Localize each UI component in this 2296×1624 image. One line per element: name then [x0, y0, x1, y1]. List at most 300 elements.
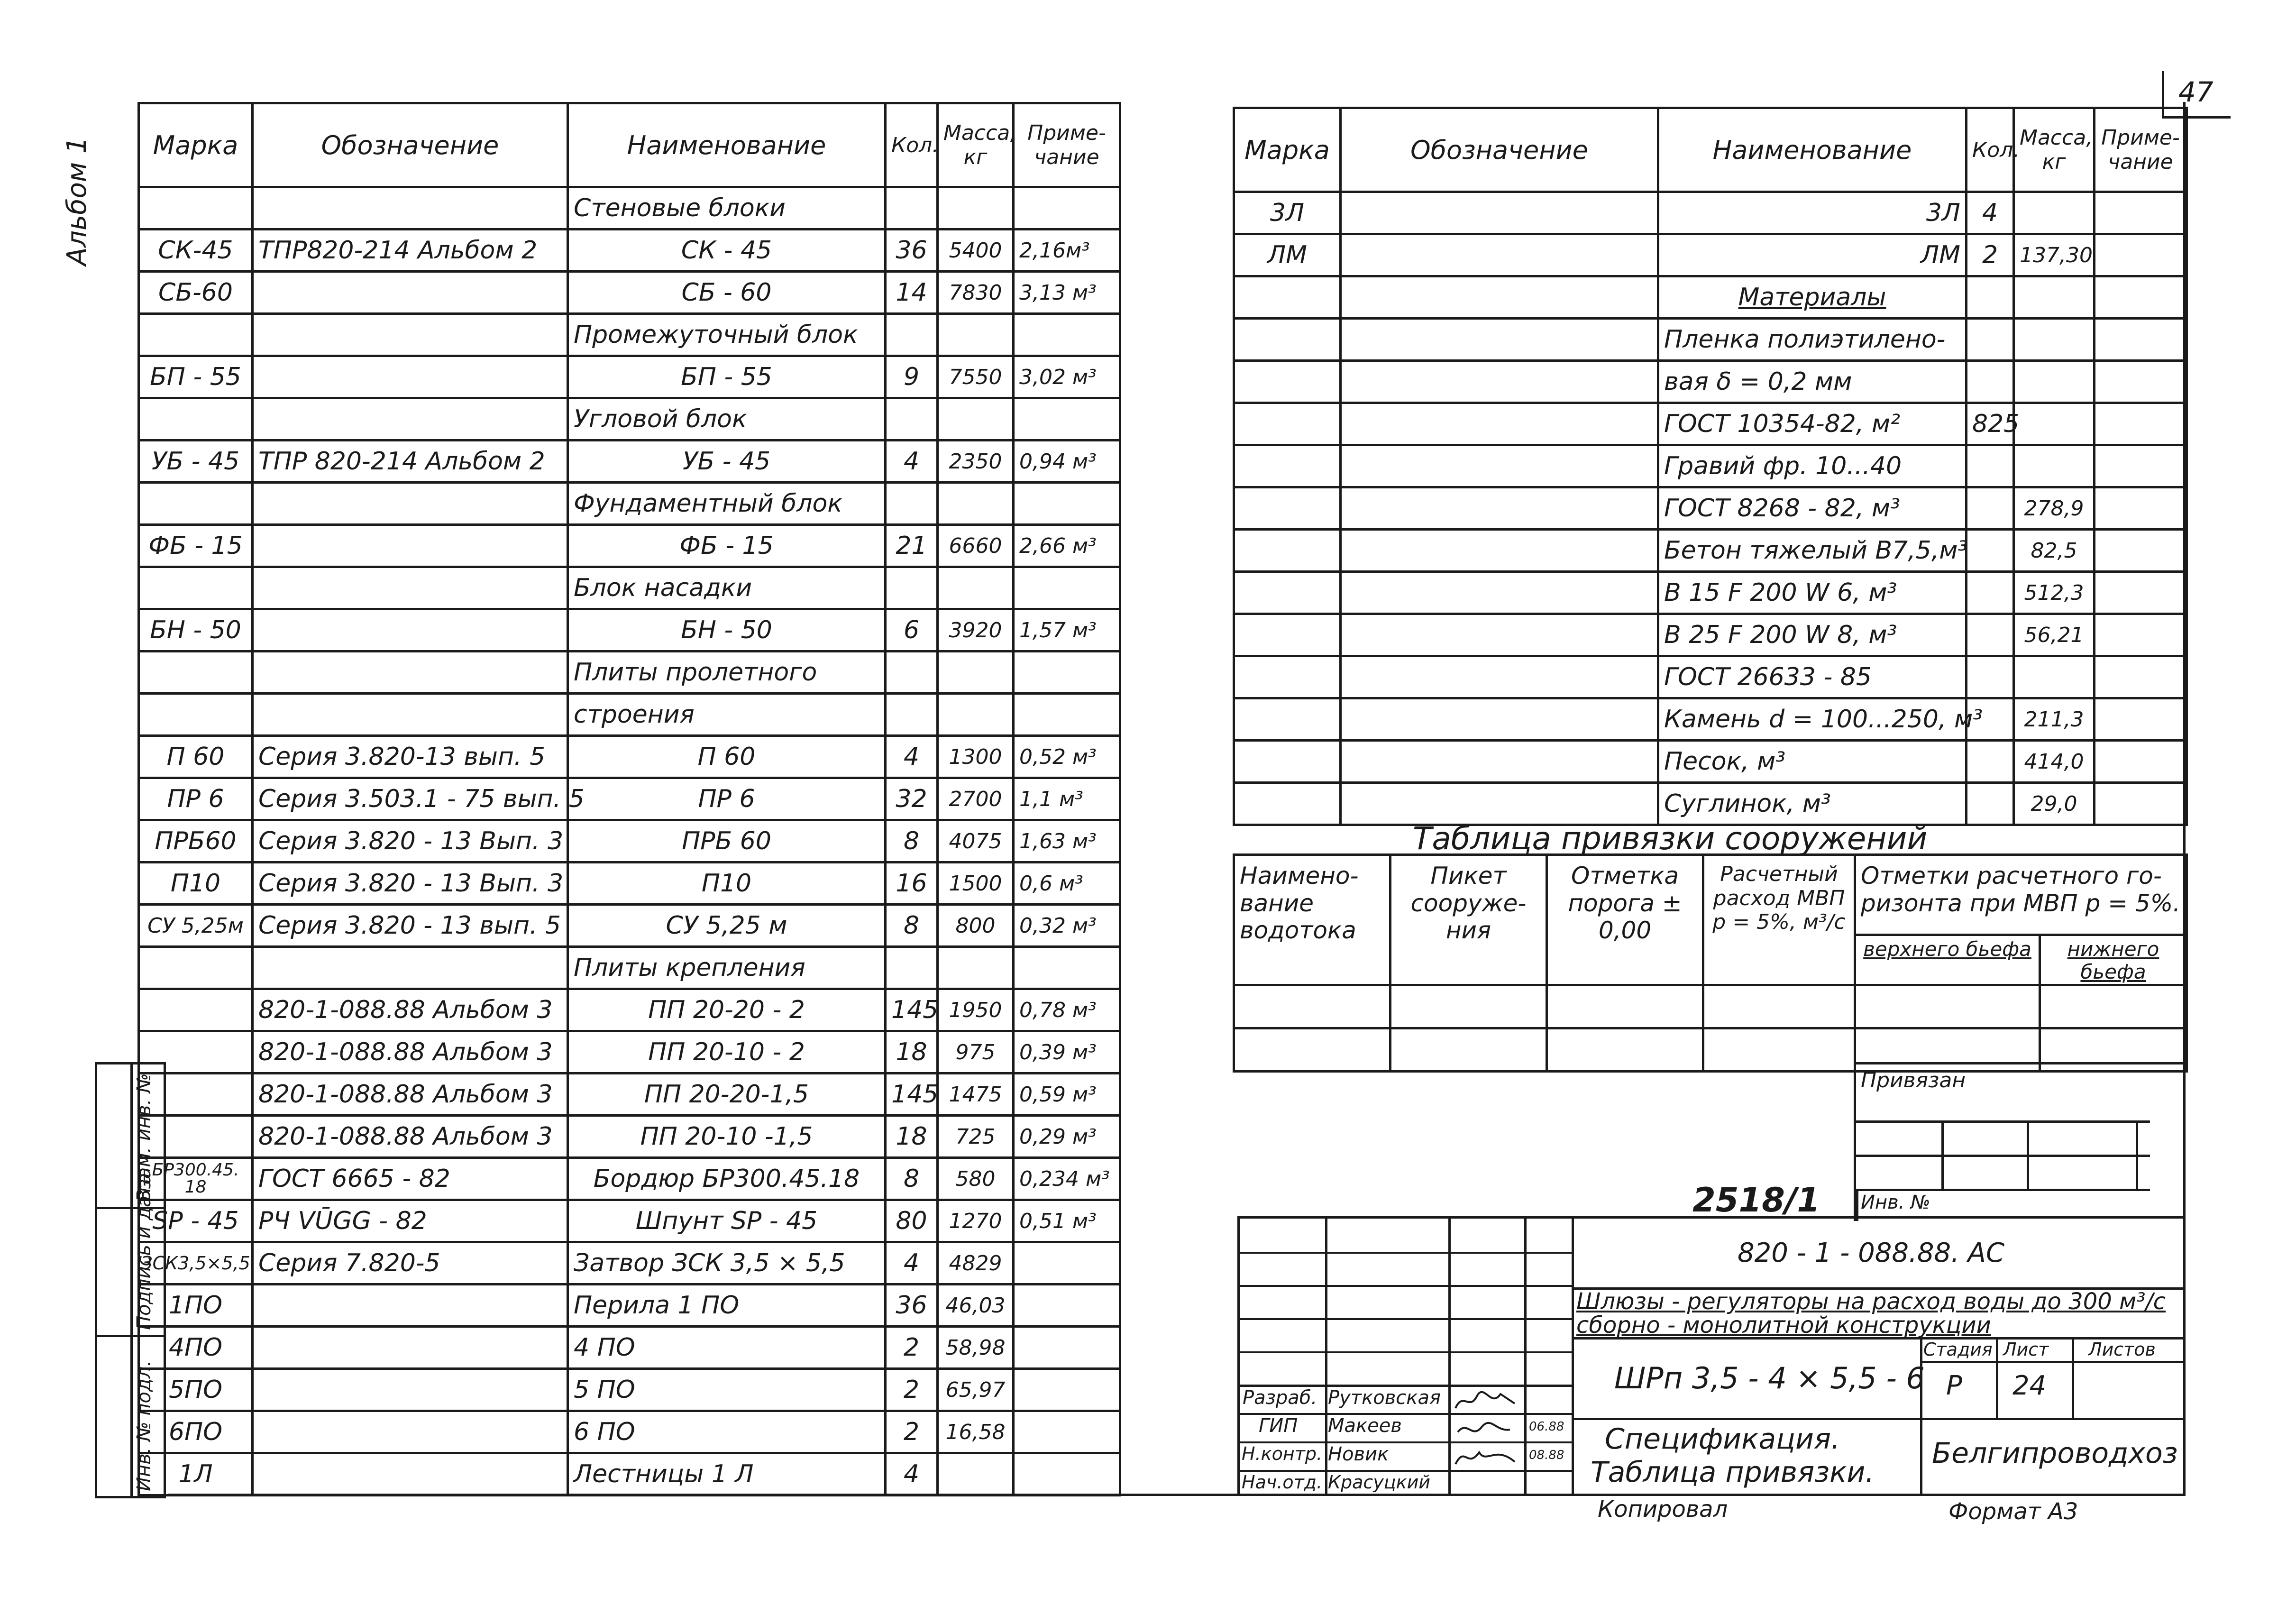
cell-mark	[139, 1073, 253, 1116]
signer-role-4: Нач.отд.	[1242, 1472, 1323, 1493]
binding-col-discharge: Расчетный расход МВП р = 5%, м³/с	[1703, 855, 1855, 985]
cell-mark	[1234, 698, 1341, 741]
side-stamp-signature: Подпись и дата	[133, 1173, 155, 1330]
cell-note: 3,13 м³	[1014, 272, 1120, 314]
cell-mark: 4ПО	[139, 1327, 253, 1369]
signature-1	[1453, 1389, 1519, 1413]
cell-mass	[938, 694, 1014, 736]
cell-designation: 820-1-088.88 Альбом 3	[253, 1116, 568, 1158]
cell-mass: 800	[938, 905, 1014, 947]
cell-name: Угловой блок	[568, 398, 886, 440]
col-mark: Марка	[1234, 108, 1341, 192]
cell-name: В 25 F 200 W 8, м³	[1658, 614, 1967, 656]
cell-note	[1014, 1453, 1120, 1496]
cell-qty: 32	[886, 778, 938, 820]
cell-note	[1014, 483, 1120, 525]
cell-designation	[253, 947, 568, 989]
cell-name: СБ - 60	[568, 272, 886, 314]
cell-name: Песок, м³	[1658, 741, 1967, 783]
cell-mark: 3Л	[1234, 192, 1341, 234]
table-row	[139, 1073, 1120, 1116]
cell-note: 0,94 м³	[1014, 440, 1120, 483]
cell-name: УБ - 45	[568, 440, 886, 483]
signature-3	[1453, 1445, 1519, 1469]
cell-note: 0,59 м³	[1014, 1073, 1120, 1116]
cell-designation	[1341, 192, 1658, 234]
binding-col-upstream: верхнего бьефа	[1855, 935, 2040, 985]
cell-mark: 1Л	[139, 1453, 253, 1496]
table-row	[139, 1031, 1120, 1073]
cell-name: Шпунт SP - 45	[568, 1200, 886, 1242]
structure-code: ШРп 3,5 - 4 × 5,5 - 6	[1614, 1361, 1925, 1395]
cell-qty: 4	[1967, 192, 2014, 234]
cell-mass: 1950	[938, 989, 1014, 1031]
cell-qty	[1967, 741, 2014, 783]
cell-name: Плиты крепления	[568, 947, 886, 989]
cell-qty: 145	[886, 1073, 938, 1116]
cell-designation: 820-1-088.88 Альбом 3	[253, 989, 568, 1031]
cell-qty	[1967, 276, 2014, 319]
cell-designation	[253, 483, 568, 525]
signer-name-1: Рутковская	[1328, 1387, 1441, 1409]
table-row	[1234, 276, 2187, 319]
table-row	[1234, 445, 2187, 487]
cell-mark	[139, 483, 253, 525]
cell-note: 3,02 м³	[1014, 356, 1120, 398]
cell-name: Пленка полиэтилено-	[1658, 319, 1967, 361]
table-row	[139, 651, 1120, 694]
cell-mark	[139, 989, 253, 1031]
cell-mark	[139, 398, 253, 440]
cell-note	[2095, 530, 2187, 572]
page-number: 47	[2178, 76, 2214, 108]
cell-designation	[253, 356, 568, 398]
cell-note	[1014, 1369, 1120, 1411]
cell-qty	[886, 567, 938, 609]
cell-designation	[253, 398, 568, 440]
table-row	[1234, 614, 2187, 656]
cell-designation	[253, 1411, 568, 1453]
cell-name: Бетон тяжелый В7,5,м³	[1658, 530, 1967, 572]
cell-qty	[1967, 445, 2014, 487]
cell-note: 0,39 м³	[1014, 1031, 1120, 1073]
cell-name: вая δ = 0,2 мм	[1658, 361, 1967, 403]
cell-name: Перила 1 ПО	[568, 1285, 886, 1327]
project-title: Шлюзы - регуляторы на расход воды до 300 м³/с сборно - монолитной конструкции	[1576, 1288, 2166, 1339]
cell-mass	[2014, 445, 2095, 487]
table-row	[139, 820, 1120, 862]
table-row	[139, 356, 1120, 398]
cell-mass: 725	[938, 1116, 1014, 1158]
table-row	[1234, 656, 2187, 698]
cell-mark: П 60	[139, 736, 253, 778]
cell-note: 1,63 м³	[1014, 820, 1120, 862]
cell-qty	[1967, 487, 2014, 530]
cell-mark	[1234, 783, 1341, 825]
cell-qty: 6	[886, 609, 938, 651]
cell-designation	[1341, 403, 1658, 445]
cell-qty	[886, 398, 938, 440]
signer-role-2: ГИП	[1259, 1415, 1298, 1437]
copied-label: Копировал	[1598, 1496, 1728, 1523]
binding-col-picket: Пикет сооруже- ния	[1390, 855, 1547, 985]
cell-name: П10	[568, 862, 886, 905]
cell-mark	[139, 1031, 253, 1073]
table-row	[139, 947, 1120, 989]
cell-mass: 1300	[938, 736, 1014, 778]
cell-note	[1014, 1411, 1120, 1453]
cell-note: 0,51 м³	[1014, 1200, 1120, 1242]
cell-mass: 82,5	[2014, 530, 2095, 572]
cell-mark	[1234, 361, 1341, 403]
cell-name: Фундаментный блок	[568, 483, 886, 525]
cell-mass: 4075	[938, 820, 1014, 862]
cell-qty: 2	[1967, 234, 2014, 276]
table-row	[139, 989, 1120, 1031]
cell-note	[2095, 487, 2187, 530]
cell-note	[2095, 234, 2187, 276]
cell-mass	[2014, 656, 2095, 698]
cell-mark	[1234, 445, 1341, 487]
cell-note	[2095, 361, 2187, 403]
cell-note	[1014, 187, 1120, 229]
title-block	[1237, 1216, 2186, 1496]
cell-qty: 16	[886, 862, 938, 905]
cell-mark	[139, 947, 253, 989]
cell-name: ПП 20-10 - 2	[568, 1031, 886, 1073]
cell-designation: Серия 7.820-5	[253, 1242, 568, 1285]
binding-header-row	[1234, 855, 2187, 935]
cell-designation: Серия 3.503.1 - 75 вып. 5	[253, 778, 568, 820]
cell-qty: 8	[886, 1158, 938, 1200]
cell-qty: 2	[886, 1411, 938, 1453]
cell-note	[1014, 567, 1120, 609]
cell-mark	[1234, 276, 1341, 319]
cell-qty	[1967, 614, 2014, 656]
cell-mass: 56,21	[2014, 614, 2095, 656]
cell-mark: SP - 45	[139, 1200, 253, 1242]
stage-value: Р	[1946, 1370, 1962, 1401]
cell-qty: 4	[886, 440, 938, 483]
cell-note	[2095, 403, 2187, 445]
cell-mass: 46,03	[938, 1285, 1014, 1327]
cell-qty: 145	[886, 989, 938, 1031]
cell-mass: 1475	[938, 1073, 1014, 1116]
cell-mass	[938, 651, 1014, 694]
cell-note	[1014, 398, 1120, 440]
cell-qty: 80	[886, 1200, 938, 1242]
cell-mark: ЗСК3,5×5,5	[139, 1242, 253, 1285]
cell-mass	[2014, 276, 2095, 319]
handwritten-inv-number: 2518/1	[1692, 1181, 1820, 1220]
cell-designation	[253, 1453, 568, 1496]
binding-row	[1234, 985, 2187, 1028]
cell-name: ПРБ 60	[568, 820, 886, 862]
cell-designation: Серия 3.820-13 вып. 5	[253, 736, 568, 778]
cell-name: 5 ПО	[568, 1369, 886, 1411]
cell-note	[2095, 614, 2187, 656]
binding-col-watercourse: Наимено- вание водотока	[1234, 855, 1390, 985]
cell-qty: 2	[886, 1327, 938, 1369]
cell-mark: СБ-60	[139, 272, 253, 314]
cell-mass: 7830	[938, 272, 1014, 314]
cell-mark: БР300.45. 18	[139, 1158, 253, 1200]
table-row	[1234, 572, 2187, 614]
col-mass: Масса, кг	[938, 103, 1014, 187]
cell-mass	[938, 567, 1014, 609]
signer-name-2: Макеев	[1328, 1415, 1402, 1437]
cell-mark	[139, 187, 253, 229]
cell-mark	[139, 694, 253, 736]
table-row	[139, 567, 1120, 609]
table-row	[1234, 192, 2187, 234]
cell-designation	[1341, 656, 1658, 698]
table-row	[139, 1327, 1120, 1369]
cell-mass: 65,97	[938, 1369, 1014, 1411]
sheet-value: 24	[2012, 1370, 2047, 1401]
cell-designation	[1341, 319, 1658, 361]
doc-title-line1: Спецификация.	[1605, 1422, 1840, 1456]
cell-qty	[1967, 319, 2014, 361]
cell-designation	[253, 1285, 568, 1327]
table-row	[139, 694, 1120, 736]
cell-mark: 1ПО	[139, 1285, 253, 1327]
cell-mass: 1270	[938, 1200, 1014, 1242]
cell-qty	[1967, 361, 2014, 403]
left-table-body	[139, 187, 1120, 1496]
cell-name: Лестницы 1 Л	[568, 1453, 886, 1496]
col-note: Приме- чание	[1014, 103, 1120, 187]
binding-table	[1233, 853, 2188, 1073]
cell-mass: 3920	[938, 609, 1014, 651]
cell-note: 0,29 м³	[1014, 1116, 1120, 1158]
cell-note	[2095, 192, 2187, 234]
cell-note: 0,6 м³	[1014, 862, 1120, 905]
cell-mass: 580	[938, 1158, 1014, 1200]
table-row	[1234, 741, 2187, 783]
signer-role-3: Н.контр.	[1242, 1443, 1323, 1464]
col-qty: Кол.	[1967, 108, 2014, 192]
cell-mass	[938, 187, 1014, 229]
table-row	[139, 609, 1120, 651]
cell-name: Камень d = 100...250, м³	[1658, 698, 1967, 741]
sheet-label: Лист	[2003, 1339, 2049, 1360]
cell-qty: 825	[1967, 403, 2014, 445]
cell-name: ПР 6	[568, 778, 886, 820]
cell-name: 4 ПО	[568, 1327, 886, 1369]
cell-name: В 15 F 200 W 6, м³	[1658, 572, 1967, 614]
cell-designation	[1341, 276, 1658, 319]
cell-mark: БП - 55	[139, 356, 253, 398]
signer-role-1: Разраб.	[1243, 1387, 1317, 1409]
cell-mass: 16,58	[938, 1411, 1014, 1453]
cell-qty: 4	[886, 736, 938, 778]
cell-mass: 4829	[938, 1242, 1014, 1285]
cell-designation	[253, 272, 568, 314]
cell-mark: БН - 50	[139, 609, 253, 651]
table-row	[139, 272, 1120, 314]
cell-designation: Серия 3.820 - 13 вып. 5	[253, 905, 568, 947]
table-row	[1234, 234, 2187, 276]
table-row	[139, 440, 1120, 483]
cell-name: Суглинок, м³	[1658, 783, 1967, 825]
table-row	[1234, 530, 2187, 572]
cell-name: Блок насадки	[568, 567, 886, 609]
cell-mark	[1234, 530, 1341, 572]
cell-mass: 137,30	[2014, 234, 2095, 276]
cell-designation	[253, 1369, 568, 1411]
cell-qty: 4	[886, 1242, 938, 1285]
table-row	[139, 483, 1120, 525]
cell-mark	[1234, 319, 1341, 361]
table-row	[139, 229, 1120, 272]
cell-name: П 60	[568, 736, 886, 778]
table-row	[139, 1285, 1120, 1327]
cell-note	[2095, 656, 2187, 698]
cell-mark: 6ПО	[139, 1411, 253, 1453]
cell-mark	[1234, 403, 1341, 445]
table-row	[139, 736, 1120, 778]
cell-mark: СУ 5,25м	[139, 905, 253, 947]
cell-note: 0,52 м³	[1014, 736, 1120, 778]
signer-name-4: Красуцкий	[1328, 1472, 1430, 1493]
cell-designation	[1341, 698, 1658, 741]
side-stamp-replace: Взам. инв. №	[133, 1073, 155, 1202]
table-row	[1234, 361, 2187, 403]
cell-note	[1014, 1285, 1120, 1327]
signature-2	[1453, 1418, 1519, 1441]
cell-mass	[2014, 361, 2095, 403]
cell-qty: 4	[886, 1453, 938, 1496]
cell-designation	[253, 694, 568, 736]
cell-name: ПП 20-20 - 2	[568, 989, 886, 1031]
cell-note: 2,66 м³	[1014, 525, 1120, 567]
cell-note	[2095, 445, 2187, 487]
album-label: Альбом 1	[62, 137, 92, 266]
cell-mark: СК-45	[139, 229, 253, 272]
cell-note: 0,32 м³	[1014, 905, 1120, 947]
cell-name: ГОСТ 26633 - 85	[1658, 656, 1967, 698]
col-designation: Обозначение	[1341, 108, 1658, 192]
cell-qty	[886, 651, 938, 694]
cell-mark	[1234, 487, 1341, 530]
cell-qty	[886, 694, 938, 736]
left-spec-table	[137, 102, 1121, 1496]
signer-name-3: Новик	[1328, 1443, 1389, 1465]
stage-label: Стадия	[1923, 1339, 1993, 1360]
cell-note	[2095, 741, 2187, 783]
cell-mark	[139, 651, 253, 694]
cell-name: ФБ - 15	[568, 525, 886, 567]
cell-designation: Серия 3.820 - 13 Вып. 3	[253, 820, 568, 862]
project-code: 820 - 1 - 088.88. АС	[1738, 1238, 2005, 1268]
sheets-label: Листов	[2088, 1339, 2156, 1360]
cell-mark: УБ - 45	[139, 440, 253, 483]
cell-name: ГОСТ 10354-82, м²	[1658, 403, 1967, 445]
cell-name: БП - 55	[568, 356, 886, 398]
table-row	[139, 1369, 1120, 1411]
cell-qty: 18	[886, 1031, 938, 1073]
table-row	[139, 1158, 1120, 1200]
table-row	[139, 398, 1120, 440]
table-row	[1234, 698, 2187, 741]
cell-note: 0,78 м³	[1014, 989, 1120, 1031]
table-row	[1234, 319, 2187, 361]
cell-note	[2095, 783, 2187, 825]
cell-name: ПП 20-10 -1,5	[568, 1116, 886, 1158]
cell-designation	[253, 1327, 568, 1369]
cell-qty: 21	[886, 525, 938, 567]
cell-note: 1,1 м³	[1014, 778, 1120, 820]
right-table-body	[1234, 192, 2187, 825]
cell-qty	[1967, 572, 2014, 614]
cell-designation: ГОСТ 6665 - 82	[253, 1158, 568, 1200]
cell-mark: П10	[139, 862, 253, 905]
cell-name: Материалы	[1658, 276, 1967, 319]
cell-qty: 14	[886, 272, 938, 314]
col-name: Наименование	[568, 103, 886, 187]
cell-name: БН - 50	[568, 609, 886, 651]
side-stamp-inv: Инв. № подл.	[133, 1360, 155, 1491]
cell-designation	[1341, 234, 1658, 276]
cell-designation	[253, 651, 568, 694]
table-row	[139, 778, 1120, 820]
cell-mass: 211,3	[2014, 698, 2095, 741]
cell-qty	[886, 483, 938, 525]
cell-mass	[938, 1453, 1014, 1496]
cell-qty	[1967, 530, 2014, 572]
cell-designation: Серия 3.820 - 13 Вып. 3	[253, 862, 568, 905]
table-row	[1234, 783, 2187, 825]
cell-mark	[139, 567, 253, 609]
cell-mass	[2014, 192, 2095, 234]
col-name: Наименование	[1658, 108, 1967, 192]
cell-note	[2095, 698, 2187, 741]
cell-qty: 2	[886, 1369, 938, 1411]
cell-designation	[1341, 783, 1658, 825]
format-label: Формат А3	[1948, 1498, 2078, 1525]
cell-mass: 975	[938, 1031, 1014, 1073]
cell-qty	[886, 187, 938, 229]
table-row	[139, 1116, 1120, 1158]
binding-col-downstream: нижнего бьефа	[2040, 935, 2187, 985]
cell-name: Бордюр БР300.45.18	[568, 1158, 886, 1200]
cell-name: ЛМ	[1658, 234, 1967, 276]
cell-qty: 9	[886, 356, 938, 398]
cell-mark: 5ПО	[139, 1369, 253, 1411]
cell-mass: 6660	[938, 525, 1014, 567]
table-row	[139, 905, 1120, 947]
cell-designation: 820-1-088.88 Альбом 3	[253, 1031, 568, 1073]
cell-mass: 278,9	[2014, 487, 2095, 530]
table-row	[1234, 487, 2187, 530]
table-row	[139, 1200, 1120, 1242]
table-row	[139, 1411, 1120, 1453]
cell-mass	[938, 947, 1014, 989]
cell-designation	[253, 314, 568, 356]
cell-name: ПП 20-20-1,5	[568, 1073, 886, 1116]
cell-mark: ПРБ60	[139, 820, 253, 862]
cell-qty	[1967, 783, 2014, 825]
cell-qty: 36	[886, 229, 938, 272]
left-table-header	[139, 103, 1120, 187]
cell-mark	[1234, 572, 1341, 614]
cell-designation: ТПР 820-214 Альбом 2	[253, 440, 568, 483]
table-row	[139, 314, 1120, 356]
cell-mark	[139, 1116, 253, 1158]
cell-qty	[886, 314, 938, 356]
cell-mass: 5400	[938, 229, 1014, 272]
